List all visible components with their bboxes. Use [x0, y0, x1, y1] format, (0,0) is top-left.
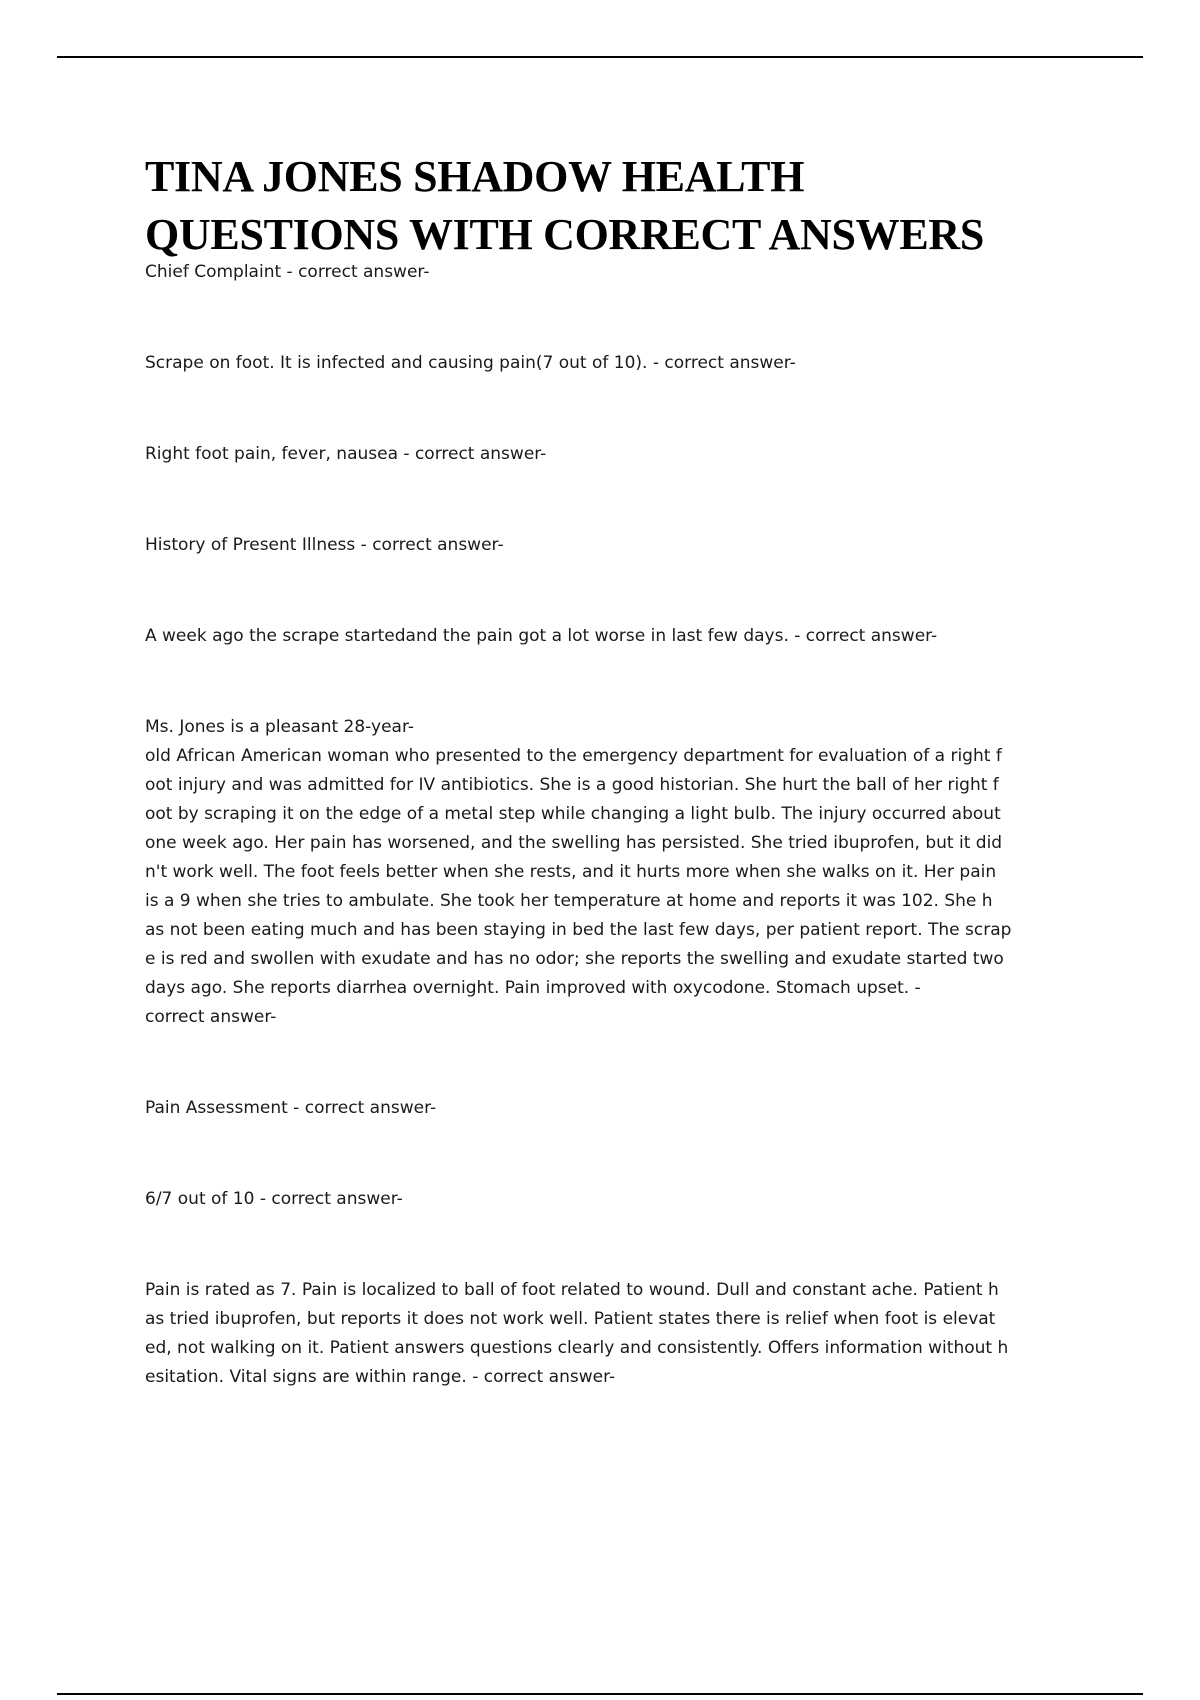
qa-entry: [145, 258, 1085, 287]
entry-spacer: [145, 1214, 1085, 1276]
qa-entry: [145, 440, 1085, 469]
entry-text-line: History of Present Illness - correct answer-: [145, 535, 504, 555]
entry-spacer: [145, 1032, 1085, 1094]
top-rule: [57, 56, 1143, 58]
entry-text-line: old African American woman who presented to the emergency department for evaluation of a right f: [145, 746, 1002, 766]
entry-spacer: [145, 469, 1085, 531]
entry-text-line: Pain is rated as 7. Pain is localized to ball of foot related to wound. Dull and constant ache. Patient h: [145, 1280, 999, 1300]
entry-spacer: [145, 651, 1085, 713]
qa-entry: [145, 622, 1085, 651]
entry-text-line: Pain Assessment - correct answer-: [145, 1098, 437, 1118]
qa-entry: [145, 349, 1085, 378]
qa-entry: [145, 713, 1085, 1032]
entry-spacer: [145, 287, 1085, 349]
entry-text-line: correct answer-: [145, 1007, 277, 1027]
entry-text-line: Ms. Jones is a pleasant 28-year-: [145, 717, 414, 737]
qa-entry: [145, 1185, 1085, 1214]
qa-entry: [145, 1094, 1085, 1123]
entry-text-line: ed, not walking on it. Patient answers questions clearly and consistently. Offers information without h: [145, 1338, 1009, 1358]
entry-text-line: n't work well. The foot feels better when she rests, and it hurts more when she walks on it. Her pain: [145, 862, 997, 882]
entry-text-line: Right foot pain, fever, nausea - correct answer-: [145, 444, 547, 464]
qa-entry: [145, 1276, 1085, 1392]
entry-spacer: [145, 378, 1085, 440]
entry-text-line: esitation. Vital signs are within range. - correct answer-: [145, 1367, 616, 1387]
entry-text-line: Chief Complaint - correct answer-: [145, 262, 430, 282]
document-title: [145, 148, 1145, 264]
entry-spacer: [145, 1123, 1085, 1185]
entry-text-line: 6/7 out of 10 - correct answer-: [145, 1189, 403, 1209]
title-line-1: TINA JONES SHADOW HEALTH: [145, 152, 805, 201]
entry-text-line: Scrape on foot. It is infected and causing pain(7 out of 10). - correct answer-: [145, 353, 796, 373]
bottom-rule: [57, 1693, 1143, 1695]
entry-text-line: oot by scraping it on the edge of a metal step while changing a light bulb. The injury occurred about: [145, 804, 1001, 824]
title-line-2: QUESTIONS WITH CORRECT ANSWERS: [145, 210, 985, 259]
entry-text-line: e is red and swollen with exudate and has no odor; she reports the swelling and exudate started two: [145, 949, 1004, 969]
entry-text-line: one week ago. Her pain has worsened, and the swelling has persisted. She tried ibuprofen, but it did: [145, 833, 1003, 853]
entry-text-line: is a 9 when she tries to ambulate. She took her temperature at home and reports it was 102. She h: [145, 891, 993, 911]
entry-text-line: oot injury and was admitted for IV antibiotics. She is a good historian. She hurt the ball of her right f: [145, 775, 999, 795]
entry-spacer: [145, 560, 1085, 622]
entry-text-line: days ago. She reports diarrhea overnight. Pain improved with oxycodone. Stomach upset. -: [145, 978, 921, 998]
qa-entries: [145, 258, 1085, 1392]
entry-text-line: as tried ibuprofen, but reports it does not work well. Patient states there is relief when foot is elevat: [145, 1309, 996, 1329]
entry-text-line: as not been eating much and has been staying in bed the last few days, per patient report. The scrap: [145, 920, 1012, 940]
entry-text-line: A week ago the scrape startedand the pain got a lot worse in last few days. - correct answer-: [145, 626, 938, 646]
qa-entry: [145, 531, 1085, 560]
